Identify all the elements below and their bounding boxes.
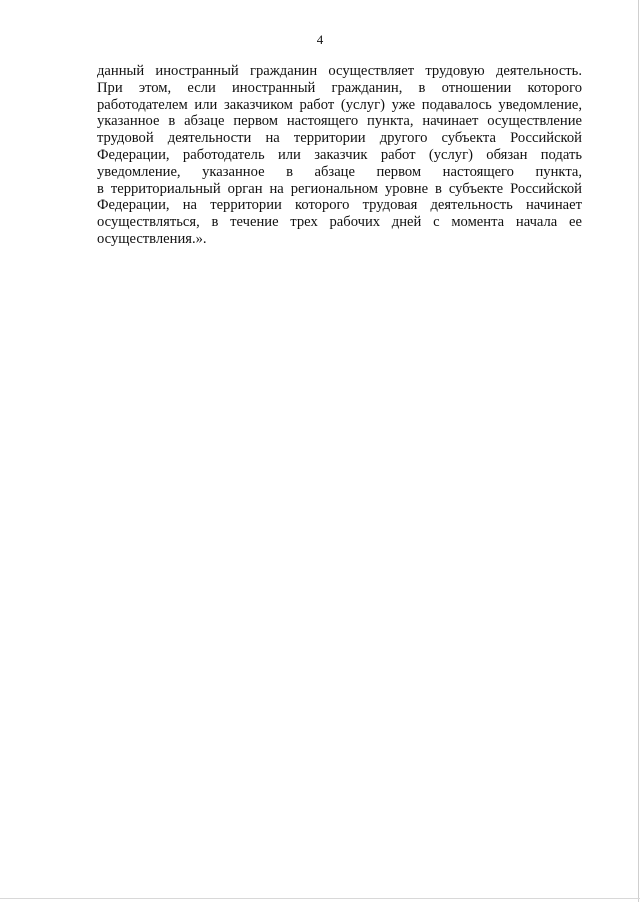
paragraph-line: Федерации, работодатель или заказчик работ (услуг) обязан подать <box>97 146 582 163</box>
paragraph-line: Федерации, на территории которого трудовая деятельность начинает <box>97 197 582 214</box>
scan-edge-right <box>638 0 639 902</box>
paragraph-line: осуществления.». <box>97 230 207 247</box>
paragraph-line: данный иностранный гражданин осуществляет трудовую деятельность. <box>97 63 582 79</box>
paragraph-line: работодателем или заказчиком работ (услуг) уже подавалось уведомление, <box>97 96 582 113</box>
scan-edge-bottom <box>0 898 640 899</box>
paragraph-line: уведомление, указанное в абзаце первом настоящего пункта, <box>97 163 582 180</box>
paragraph-line: в территориальный орган на региональном уровне в субъекте Российской <box>97 180 582 197</box>
body-paragraph <box>97 63 582 248</box>
paragraph-line: указанное в абзаце первом настоящего пункта, начинает осуществление <box>97 113 582 130</box>
page-number: 4 <box>316 32 324 47</box>
paragraph-line: трудовой деятельности на территории другого субъекта Российской <box>97 130 582 147</box>
paragraph-line: осуществляться, в течение трех рабочих дней с момента начала ее <box>97 214 582 231</box>
paragraph-line: При этом, если иностранный гражданин, в отношении которого <box>97 79 582 96</box>
